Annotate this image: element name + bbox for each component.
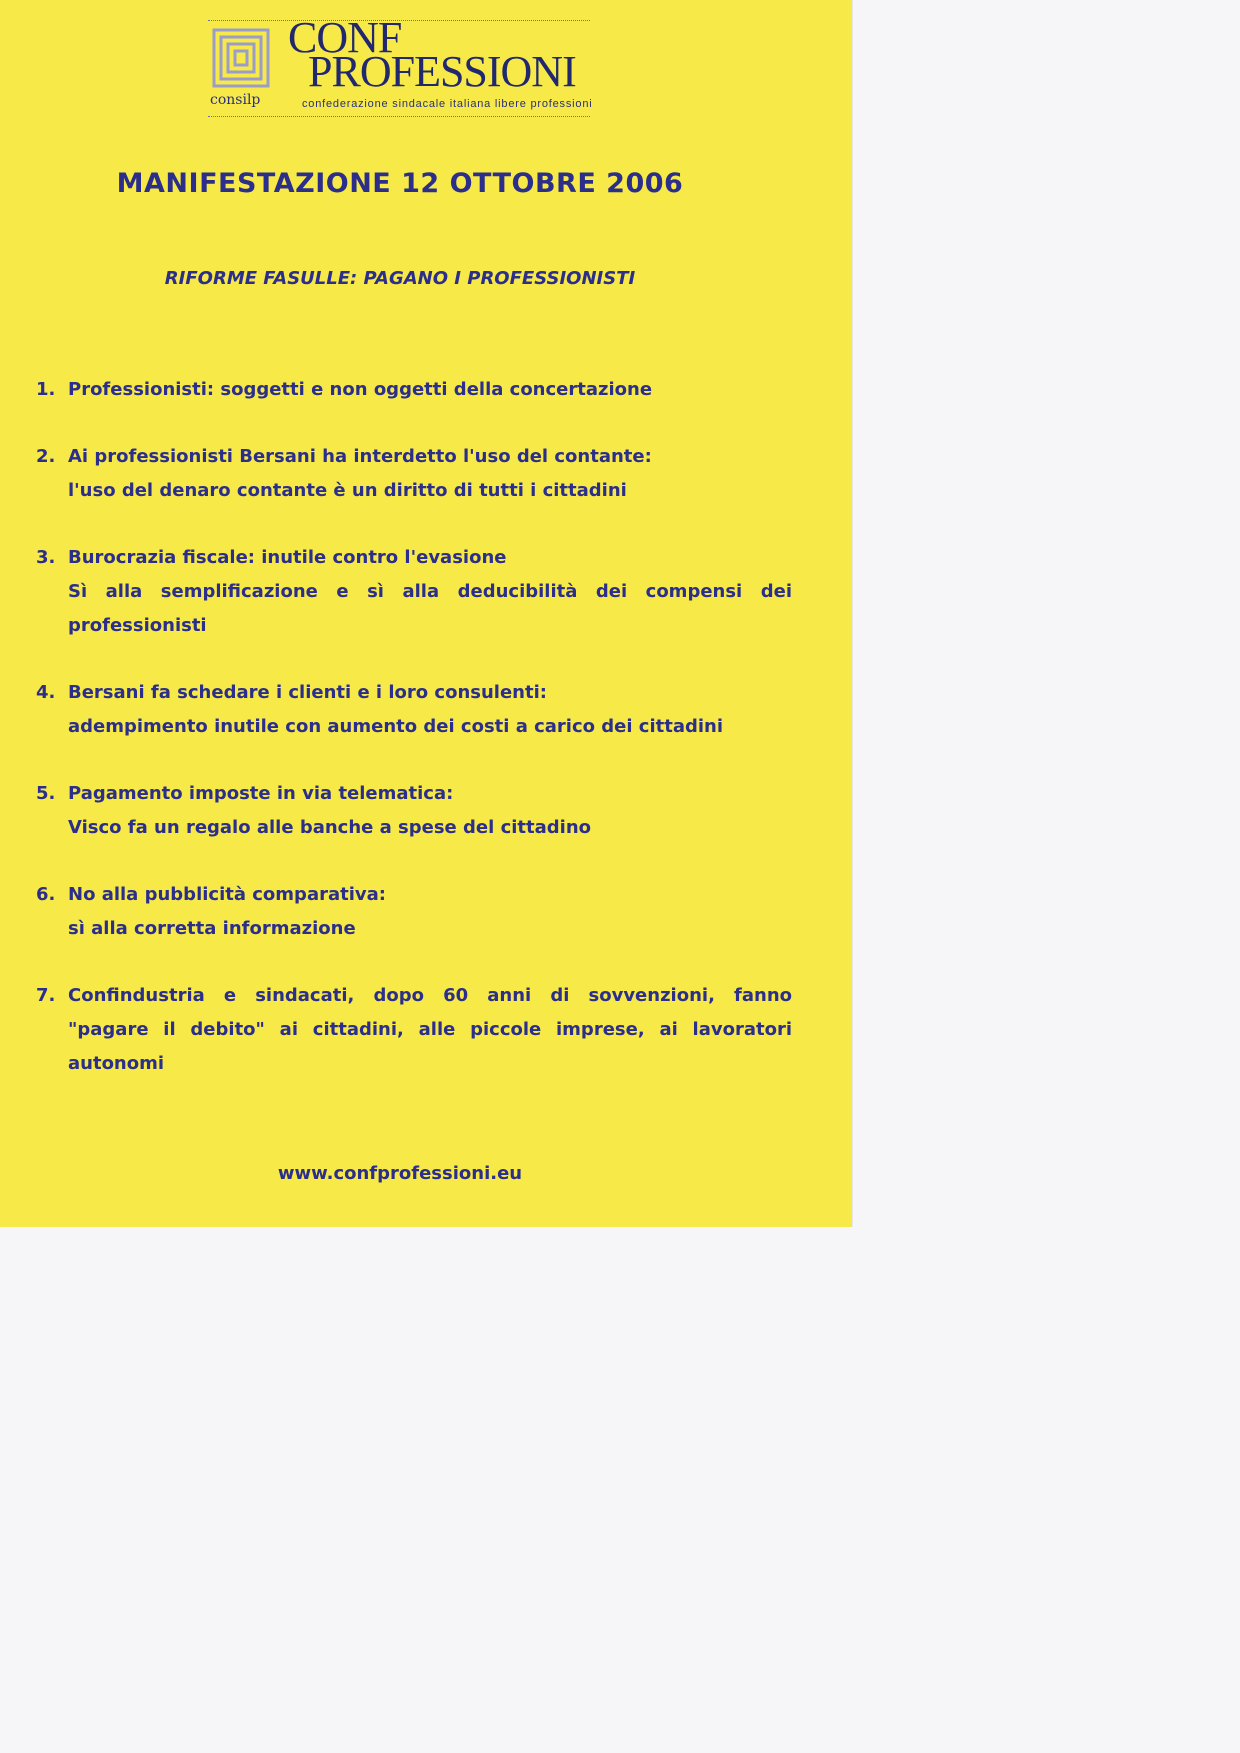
page-title: MANIFESTAZIONE 12 OTTOBRE 2006 bbox=[116, 168, 684, 199]
item-number: 2. bbox=[36, 446, 56, 467]
item-line: Professionisti: soggetti e non oggetti della concertazione bbox=[68, 379, 653, 400]
item-line: Burocrazia fiscale: inutile contro l'evasione bbox=[68, 547, 507, 568]
consilp-label: consilp bbox=[210, 92, 261, 108]
consilp-emblem-icon bbox=[212, 28, 270, 92]
list-item bbox=[36, 373, 792, 407]
demands-list bbox=[36, 373, 792, 1114]
item-line: autonomi bbox=[68, 1053, 165, 1074]
item-line: Ai professionisti Bersani ha interdetto l'uso del contante: bbox=[68, 446, 652, 467]
logo-brand-line2: PROFESSIONI bbox=[308, 47, 576, 96]
logo-rule-bottom bbox=[208, 116, 590, 117]
page-subtitle: RIFORME FASULLE: PAGANO I PROFESSIONISTI bbox=[164, 268, 636, 289]
item-line: adempimento inutile con aumento dei costi a carico dei cittadini bbox=[68, 716, 724, 737]
list-item bbox=[36, 878, 792, 946]
item-number: 3. bbox=[36, 547, 56, 568]
logo-brand-line1: CONF bbox=[288, 13, 402, 62]
list-item bbox=[36, 676, 792, 744]
item-line: Pagamento imposte in via telematica: bbox=[68, 783, 454, 804]
list-item bbox=[36, 979, 792, 1081]
list-item bbox=[36, 777, 792, 845]
item-number: 7. bbox=[36, 985, 56, 1006]
list-item bbox=[36, 440, 792, 508]
item-line: l'uso del denaro contante è un diritto di tutti i cittadini bbox=[68, 480, 627, 501]
item-line: sì alla corretta informazione bbox=[68, 918, 356, 939]
website-url: www.confprofessioni.eu bbox=[277, 1163, 523, 1184]
item-line: Confindustria e sindacati, dopo 60 anni di sovvenzioni, fanno bbox=[68, 985, 792, 1006]
item-line: No alla pubblicità comparativa: bbox=[68, 884, 386, 905]
item-line: Bersani fa schedare i clienti e i loro consulenti: bbox=[68, 682, 547, 703]
logo-tagline: confederazione sindacale italiana libere professioni bbox=[302, 98, 593, 110]
item-line: "pagare il debito" ai cittadini, alle piccole imprese, ai lavoratori bbox=[68, 1019, 792, 1040]
item-number: 1. bbox=[36, 379, 56, 400]
item-line: professionisti bbox=[68, 615, 207, 636]
list-item bbox=[36, 541, 792, 643]
item-line: Sì alla semplificazione e sì alla deducibilità dei compensi dei bbox=[68, 581, 792, 602]
item-number: 5. bbox=[36, 783, 56, 804]
flyer-page bbox=[0, 0, 852, 1227]
confprofessioni-logo bbox=[208, 13, 593, 118]
item-line: Visco fa un regalo alle banche a spese del cittadino bbox=[68, 817, 591, 838]
item-number: 4. bbox=[36, 682, 56, 703]
item-number: 6. bbox=[36, 884, 56, 905]
